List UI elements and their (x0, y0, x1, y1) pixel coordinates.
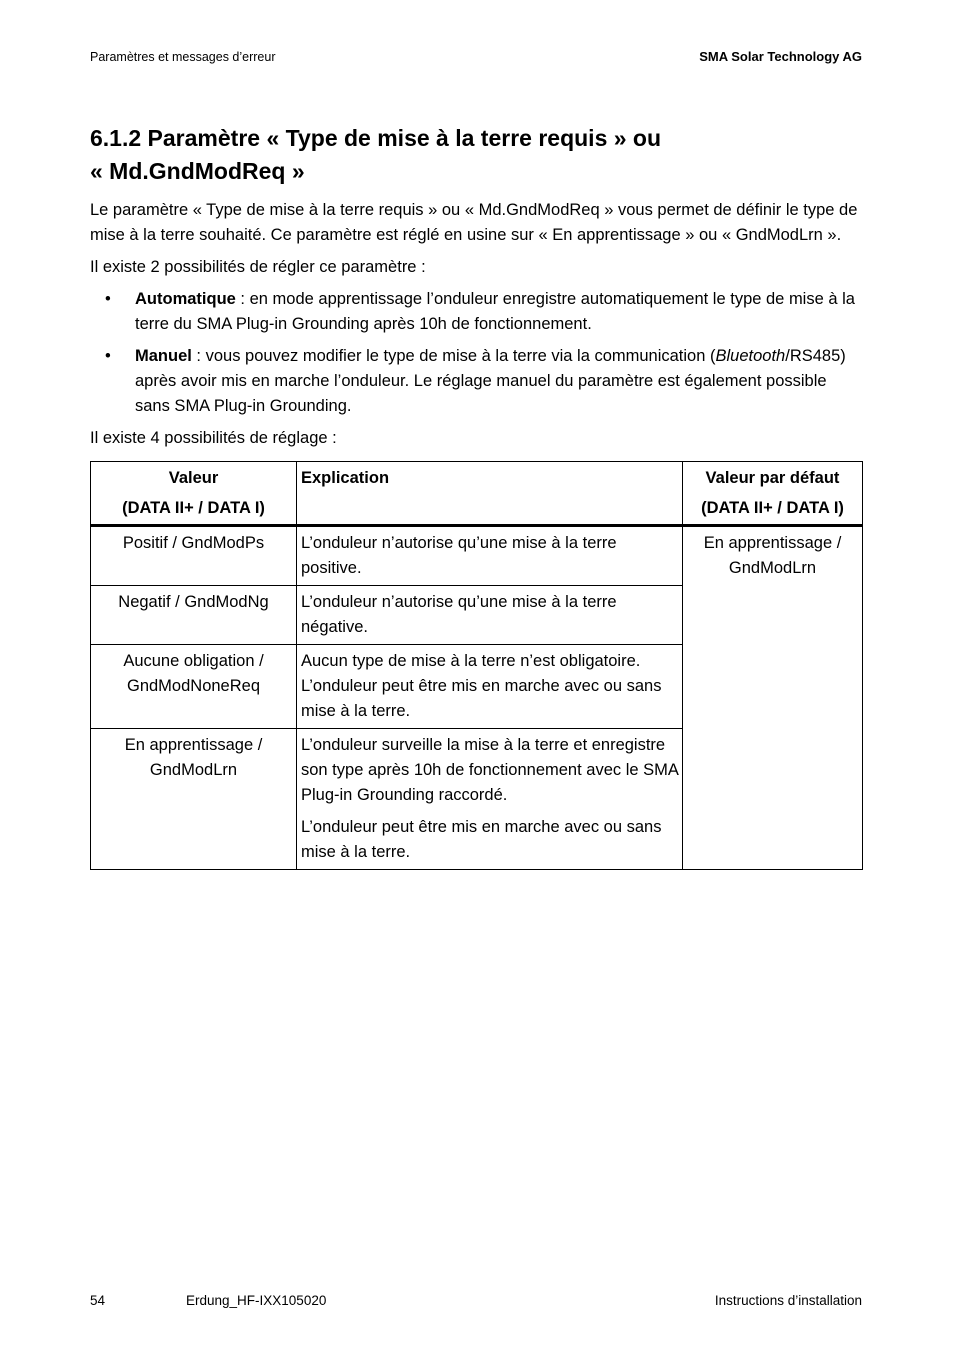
automatic-text: : en mode apprentissage l’onduleur enregistre automatiquement le type de mise à la terre du SMA Plug-in Grounding après 10h de fonctionnement. (135, 290, 855, 333)
section-title-line2: « Md.GndModReq » (90, 158, 305, 184)
page-number: 54 (90, 1293, 106, 1308)
header-default (683, 462, 863, 526)
document-type: Instructions d’installation (714, 1293, 862, 1308)
two-possibilities-text: Il existe 2 possibilités de régler ce paramètre : (90, 258, 426, 276)
explanation-text: Aucun type de mise à la terre n’est obligatoire. L’onduleur peut être mis en marche avec ou sans mise à la terre. (301, 652, 662, 720)
header-value-line1: Valeur (168, 469, 219, 487)
list-item-manual (90, 344, 863, 419)
cell-explanation (297, 526, 683, 586)
header-default-line2: (DATA II+ / DATA I) (701, 499, 844, 517)
explanation-text: L’onduleur n’autorise qu’une mise à la terre négative. (301, 593, 617, 636)
cell-default-value: En apprentissage / GndModLrn (683, 526, 863, 870)
running-header-company: SMA Solar Technology AG (699, 49, 862, 64)
bullet-icon: • (105, 347, 111, 365)
cell-explanation (297, 729, 683, 870)
cell-value: Negatif / GndModNg (91, 586, 297, 645)
list-item-automatic (90, 287, 863, 337)
cell-value: Positif / GndModPs (91, 526, 297, 586)
four-possibilities-text: Il existe 4 possibilités de réglage : (90, 429, 337, 447)
settings-table (90, 461, 863, 870)
section-title (90, 122, 870, 188)
header-default-line1: Valeur par défaut (705, 469, 840, 487)
section-title-line1: 6.1.2 Paramètre « Type de mise à la terre requis » ou (90, 125, 662, 151)
table-header-row (91, 462, 863, 526)
cell-explanation (297, 645, 683, 729)
header-value (91, 462, 297, 526)
intro-paragraph: Le paramètre « Type de mise à la terre requis » ou « Md.GndModReq » vous permet de définir le type de mise à la terre souhaité. Ce paramètre est réglé en usine sur « En apprentissage » ou « GndModLrn ». (90, 201, 858, 244)
bullet-icon: • (105, 290, 111, 308)
explanation-text: L’onduleur surveille la mise à la terre et enregistre son type après 10h de fonctionnement avec le SMA Plug-in Grounding raccordé. (301, 736, 678, 804)
body-content (90, 198, 863, 870)
cell-value: En apprentissage / GndModLrn (91, 729, 297, 870)
cell-value: Aucune obligation / GndModNoneReq (91, 645, 297, 729)
manual-label: Manuel (135, 347, 192, 365)
table-row (91, 526, 863, 586)
manual-bluetooth: Bluetooth (715, 347, 786, 365)
document-id: Erdung_HF-IXX105020 (186, 1293, 327, 1308)
running-header-left: Paramètres et messages d’erreur (90, 50, 276, 64)
cell-explanation (297, 586, 683, 645)
explanation-text: L’onduleur n’autorise qu’une mise à la terre positive. (301, 534, 617, 577)
header-explanation: Explication (297, 462, 683, 526)
header-value-line2: (DATA II+ / DATA I) (122, 499, 265, 517)
manual-text-after: /RS485) après avoir mis en marche l’onduleur. Le réglage manuel du paramètre est également possible sans SMA Plug-in Grounding. (135, 347, 846, 415)
manual-text-before: : vous pouvez modifier le type de mise à la terre via la communication ( (191, 347, 716, 365)
automatic-label: Automatique (135, 290, 236, 308)
explanation-text: L’onduleur peut être mis en marche avec ou sans mise à la terre. (301, 818, 662, 861)
options-list (90, 287, 863, 419)
